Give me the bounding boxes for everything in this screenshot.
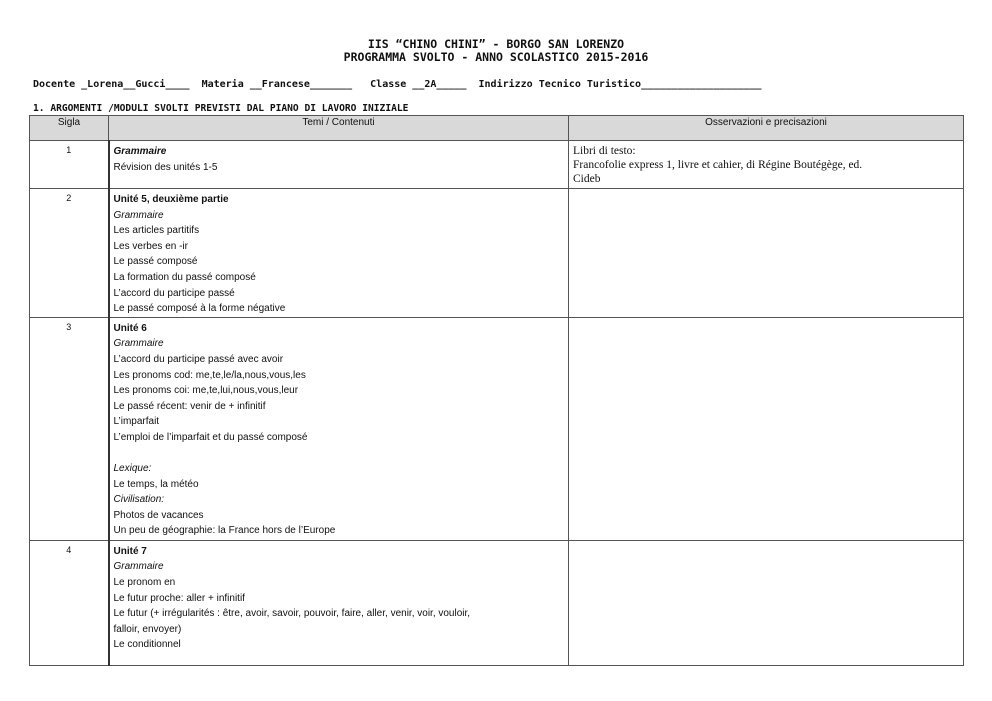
row-contenuti	[109, 540, 569, 665]
content-line: Grammaire	[113, 561, 164, 573]
row-sigla: 3	[30, 317, 109, 540]
row-sigla: 1	[30, 141, 109, 189]
content-line: L’emploi de l’imparfait et du passé composé	[113, 431, 308, 443]
content-line: falloir, envoyer)	[113, 623, 182, 635]
content-line: Grammaire	[113, 146, 167, 157]
row-osservazioni	[569, 540, 964, 665]
content-line: Le temps, la météo	[113, 478, 199, 490]
document-title-school: IIS “CHINO CHINI” - BORGO SAN LORENZO	[367, 37, 625, 51]
content-line: Grammaire	[113, 338, 164, 350]
row-osservazioni	[569, 141, 964, 189]
row-sigla: 2	[30, 189, 109, 318]
content-line: Unité 6	[113, 322, 147, 334]
content-line: Le futur (+ irrégularités : être, avoir, savoir, pouvoir, faire, aller, venir, voir, vouloir,	[113, 608, 471, 620]
content-line: Le passé composé à la forme négative	[113, 303, 286, 315]
content-line: Révision des unités 1-5	[113, 161, 218, 173]
row-contenuti	[109, 189, 569, 318]
note-line: Cideb	[573, 173, 601, 185]
content-line: Unité 7	[113, 545, 147, 557]
content-line: Le passé composé	[113, 256, 198, 268]
content-line: Les pronoms cod: me,te,le/la,nous,vous,les	[113, 369, 306, 381]
row-osservazioni	[569, 317, 964, 540]
content-line: Civilisation:	[113, 494, 165, 506]
program-table	[29, 115, 964, 666]
table-row	[30, 189, 964, 318]
content-line: Unité 5, deuxième partie	[113, 194, 229, 205]
table-row	[30, 540, 964, 665]
content-line: Le futur proche: aller + infinitif	[113, 592, 245, 604]
row-sigla: 4	[30, 540, 109, 665]
section-title: 1. ARGOMENTI /MODULI SVOLTI PREVISTI DAL PIANO DI LAVORO INIZIALE	[33, 103, 409, 114]
content-line: Les verbes en -ir	[113, 240, 188, 252]
content-line: Les articles partitifs	[113, 225, 200, 237]
content-line: L’imparfait	[113, 416, 160, 428]
content-line: Un peu de géographie: la France hors de l’Europe	[113, 525, 336, 537]
content-line: L’accord du participe passé avec avoir	[113, 353, 284, 365]
table-body	[30, 141, 964, 666]
teacher-class-info: Docente _Lorena__Gucci____ Materia __Francese_______ Classe __2A_____ Indirizzo Tecnico Turistico____________________	[33, 79, 762, 90]
row-osservazioni	[569, 189, 964, 318]
content-line: Lexique:	[113, 463, 152, 475]
header-osservazioni: Osservazioni e precisazioni	[569, 116, 964, 141]
content-line: La formation du passé composé	[113, 271, 256, 283]
content-line: Le passé récent: venir de + infinitif	[113, 400, 266, 412]
row-contenuti	[109, 317, 569, 540]
note-line: Francofolie express 1, livre et cahier, di Régine Boutégège, ed.	[573, 159, 863, 171]
table-row	[30, 141, 964, 189]
content-line: Le conditionnel	[113, 639, 181, 651]
document-title-program: PROGRAMMA SVOLTO - ANNO SCOLASTICO 2015-2016	[343, 50, 649, 64]
table-header-row	[30, 116, 964, 141]
content-line: Grammaire	[113, 209, 164, 221]
content-line: Le pronom en	[113, 576, 176, 588]
content-line: L’accord du participe passé	[113, 287, 235, 299]
header-contenuti: Temi / Contenuti	[109, 116, 569, 141]
content-line: Les pronoms coi: me,te,lui,nous,vous,leur	[113, 385, 299, 397]
row-contenuti	[109, 141, 569, 189]
blank-line	[114, 446, 565, 462]
header-sigla: Sigla	[30, 116, 109, 141]
note-line: Libri di testo:	[573, 145, 636, 157]
content-line: Photos de vacances	[113, 509, 204, 521]
table-row	[30, 317, 964, 540]
